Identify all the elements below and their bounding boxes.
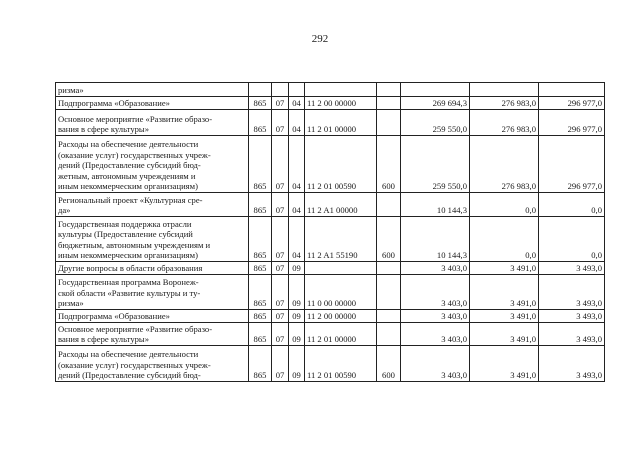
ministry-code [249,83,272,97]
row-name: Расходы на обеспечение деятельности (оказание услуг) государственных учреж- дений (Предоставление субсидий бюд- жетным, автономным учреждениям и иным некоммерческим организациям) [56,136,249,193]
table-row [56,83,605,97]
row-name: Региональный проект «Культурная сре- да» [56,193,249,217]
row-name: Подпрограмма «Образование» [56,97,249,110]
amount-year-1: 10 144,3 [401,193,470,217]
expense-type-code: 600 [377,136,401,193]
subsection-code: 09 [289,262,305,275]
subsection-code: 04 [289,193,305,217]
target-article-code: 11 2 01 00590 [305,346,377,382]
amount-year-3: 0,0 [539,193,605,217]
section-code: 07 [272,346,289,382]
row-name: Государственная программа Воронеж- ской области «Развитие культуры и ту- ризма» [56,275,249,310]
table-row [56,136,605,193]
table-row [56,275,605,310]
ministry-code: 865 [249,217,272,262]
target-article-code: 11 0 00 00000 [305,275,377,310]
target-article-code [305,262,377,275]
target-article-code: 11 2 00 00000 [305,97,377,110]
amount-year-2: 3 491,0 [470,346,539,382]
expense-type-code [377,310,401,323]
amount-year-1: 3 403,0 [401,275,470,310]
row-name: Расходы на обеспечение деятельности (оказание услуг) государственных учреж- дений (Предоставление субсидий бюд- [56,346,249,382]
subsection-code: 04 [289,97,305,110]
ministry-code: 865 [249,193,272,217]
amount-year-3: 296 977,0 [539,97,605,110]
amount-year-3: 3 493,0 [539,323,605,346]
table-row [56,217,605,262]
amount-year-1: 3 403,0 [401,323,470,346]
target-article-code: 11 2 A1 00000 [305,193,377,217]
amount-year-3: 0,0 [539,217,605,262]
amount-year-1: 259 550,0 [401,136,470,193]
budget-table [55,82,605,382]
amount-year-2: 3 491,0 [470,310,539,323]
subsection-code: 09 [289,346,305,382]
amount-year-2: 276 983,0 [470,97,539,110]
expense-type-code: 600 [377,346,401,382]
section-code: 07 [272,310,289,323]
section-code [272,83,289,97]
row-name: Основное мероприятие «Развитие образо- вания в сфере культуры» [56,110,249,136]
section-code: 07 [272,275,289,310]
amount-year-2: 3 491,0 [470,262,539,275]
target-article-code: 11 2 01 00000 [305,323,377,346]
target-article-code: 11 2 00 00000 [305,310,377,323]
table-row [56,323,605,346]
subsection-code: 09 [289,275,305,310]
amount-year-2 [470,83,539,97]
page-number: 292 [311,33,329,45]
row-name: Основное мероприятие «Развитие образо- вания в сфере культуры» [56,323,249,346]
amount-year-2: 276 983,0 [470,136,539,193]
amount-year-1: 269 694,3 [401,97,470,110]
row-name: Другие вопросы в области образования [56,262,249,275]
expense-type-code [377,193,401,217]
ministry-code: 865 [249,323,272,346]
amount-year-3: 3 493,0 [539,310,605,323]
amount-year-3: 296 977,0 [539,110,605,136]
amount-year-1 [401,83,470,97]
section-code: 07 [272,193,289,217]
subsection-code: 09 [289,323,305,346]
section-code: 07 [272,97,289,110]
subsection-code: 04 [289,217,305,262]
section-code: 07 [272,262,289,275]
ministry-code: 865 [249,262,272,275]
table-row [56,97,605,110]
subsection-code: 04 [289,136,305,193]
subsection-code [289,83,305,97]
amount-year-3 [539,83,605,97]
target-article-code: 11 2 01 00000 [305,110,377,136]
expense-type-code: 600 [377,217,401,262]
target-article-code: 11 2 A1 55190 [305,217,377,262]
amount-year-2: 3 491,0 [470,323,539,346]
table-row [56,310,605,323]
row-name: Подпрограмма «Образование» [56,310,249,323]
target-article-code: 11 2 01 00590 [305,136,377,193]
ministry-code: 865 [249,97,272,110]
ministry-code: 865 [249,310,272,323]
ministry-code: 865 [249,346,272,382]
section-code: 07 [272,217,289,262]
amount-year-2: 3 491,0 [470,275,539,310]
ministry-code: 865 [249,275,272,310]
table-row [56,193,605,217]
ministry-code: 865 [249,136,272,193]
ministry-code: 865 [249,110,272,136]
amount-year-1: 3 403,0 [401,262,470,275]
section-code: 07 [272,136,289,193]
amount-year-3: 3 493,0 [539,262,605,275]
expense-type-code [377,275,401,310]
amount-year-3: 3 493,0 [539,275,605,310]
amount-year-2: 0,0 [470,193,539,217]
row-name: ризма» [56,83,249,97]
expense-type-code [377,83,401,97]
table-row [56,110,605,136]
expense-type-code [377,110,401,136]
expense-type-code [377,262,401,275]
row-name: Государственная поддержка отрасли культуры (Предоставление субсидий бюджетным, автономным учреждениям и иным некоммерческим организациям) [56,217,249,262]
subsection-code: 04 [289,110,305,136]
amount-year-1: 3 403,0 [401,310,470,323]
expense-type-code [377,97,401,110]
subsection-code: 09 [289,310,305,323]
amount-year-3: 296 977,0 [539,136,605,193]
amount-year-1: 259 550,0 [401,110,470,136]
amount-year-1: 10 144,3 [401,217,470,262]
amount-year-2: 276 983,0 [470,110,539,136]
amount-year-1: 3 403,0 [401,346,470,382]
amount-year-2: 0,0 [470,217,539,262]
table-row [56,346,605,382]
target-article-code [305,83,377,97]
section-code: 07 [272,323,289,346]
expense-type-code [377,323,401,346]
section-code: 07 [272,110,289,136]
amount-year-3: 3 493,0 [539,346,605,382]
table-row [56,262,605,275]
